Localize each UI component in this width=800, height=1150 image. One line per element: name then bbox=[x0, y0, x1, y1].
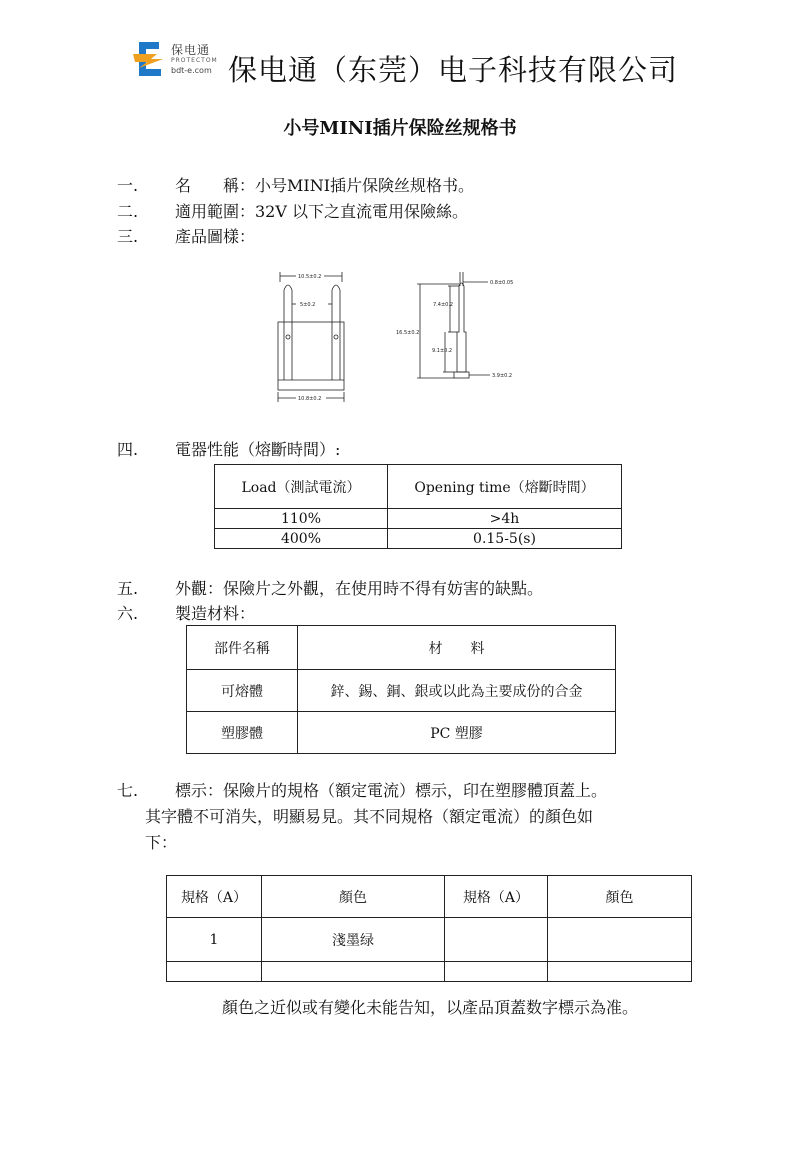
table-cell: 400% bbox=[215, 529, 388, 549]
table-header-row bbox=[167, 876, 692, 918]
color-spec-table bbox=[166, 875, 692, 982]
dim-label: 5±0.2 bbox=[300, 302, 316, 308]
table-cell: 110% bbox=[215, 509, 388, 529]
table-row bbox=[167, 918, 692, 962]
table-header-cell: 規格（A） bbox=[167, 876, 262, 918]
section-text: 製造材料： bbox=[175, 604, 256, 623]
color-note: 顏色之近似或有變化未能告知，以產品頂蓋数字標示為准。 bbox=[221, 998, 638, 1017]
section-marking-line3: 下： bbox=[145, 833, 178, 852]
section-drawing bbox=[117, 224, 255, 247]
table-row bbox=[167, 962, 692, 982]
section-number: 二. bbox=[117, 202, 139, 221]
table-row bbox=[215, 529, 622, 549]
table-header-cell: 部件名稱 bbox=[187, 626, 298, 670]
table-header-row bbox=[187, 626, 616, 670]
logo-english-text: PROTECTOM bbox=[171, 57, 218, 64]
dim-label: 7.4±0.2 bbox=[433, 302, 454, 308]
dim-label: 10.8±0.2 bbox=[298, 396, 322, 402]
company-logo-icon bbox=[133, 40, 169, 78]
section-number: 七. bbox=[117, 781, 139, 800]
section-number: 四. bbox=[117, 440, 139, 459]
table-header-cell: 顏色 bbox=[548, 876, 692, 918]
materials-table bbox=[186, 625, 616, 754]
section-text: 外觀：保險片之外觀，在使用時不得有妨害的缺點。 bbox=[175, 579, 544, 598]
side-view bbox=[396, 272, 513, 379]
section-text: 標示：保險片的規格（額定電流）標示，印在塑膠體頂蓋上。 bbox=[175, 781, 608, 800]
section-scope bbox=[117, 199, 468, 222]
front-view bbox=[278, 272, 344, 402]
table-header-cell: 顏色 bbox=[262, 876, 445, 918]
document-title: 小号MINI插片保险丝规格书 bbox=[283, 118, 517, 139]
section-marking-line2: 其字體不可消失，明顯易見。其不同規格（額定電流）的顏色如 bbox=[145, 807, 594, 826]
table-cell: 可熔體 bbox=[187, 670, 298, 712]
table-header-row bbox=[215, 465, 622, 509]
table-cell bbox=[548, 962, 692, 982]
table-header-cell: Opening time（熔斷時間） bbox=[388, 465, 622, 509]
table-row bbox=[215, 509, 622, 529]
company-name: 保电通（东莞）电子科技有限公司 bbox=[228, 53, 679, 87]
section-text: 產品圖樣： bbox=[175, 227, 256, 246]
table-cell: 1 bbox=[167, 918, 262, 962]
table-cell bbox=[548, 918, 692, 962]
table-row bbox=[187, 670, 616, 712]
logo-chinese-text: 保电通 bbox=[171, 43, 211, 57]
table-header-cell: 規格（A） bbox=[445, 876, 548, 918]
section-text: 電器性能（熔斷時間）: bbox=[175, 440, 341, 459]
table-header-cell: 材 料 bbox=[298, 626, 616, 670]
dim-label: 9.1±0.2 bbox=[432, 348, 453, 354]
dim-label: 10.5±0.2 bbox=[298, 274, 322, 280]
logo-website-text: bdt-e.com bbox=[171, 66, 212, 75]
performance-table bbox=[214, 464, 622, 549]
section-number: 三. bbox=[117, 227, 139, 246]
table-cell: >4h bbox=[388, 509, 622, 529]
table-cell bbox=[445, 918, 548, 962]
section-marking bbox=[117, 778, 607, 801]
section-number: 一. bbox=[117, 176, 139, 195]
section-text: 名 稱：小号MINI插片保険丝规格书。 bbox=[175, 176, 475, 195]
table-cell bbox=[167, 962, 262, 982]
table-cell: 0.15-5(s) bbox=[388, 529, 622, 549]
table-row bbox=[187, 712, 616, 754]
dim-label: 0.8±0.05 bbox=[490, 280, 514, 286]
table-cell: 鋅、錫、銅、銀或以此為主要成份的合金 bbox=[298, 670, 616, 712]
section-materials bbox=[117, 601, 255, 624]
product-drawing bbox=[260, 262, 560, 412]
dim-label: 16.5±0.2 bbox=[396, 330, 420, 336]
section-number: 五. bbox=[117, 579, 139, 598]
table-cell: 塑膠體 bbox=[187, 712, 298, 754]
section-performance bbox=[117, 437, 340, 460]
table-header-cell: Load（測試電流） bbox=[215, 465, 388, 509]
table-cell bbox=[445, 962, 548, 982]
dim-label: 3.9±0.2 bbox=[492, 373, 513, 379]
section-appearance bbox=[117, 576, 543, 599]
section-number: 六. bbox=[117, 604, 139, 623]
table-cell bbox=[262, 962, 445, 982]
table-cell: PC 塑膠 bbox=[298, 712, 616, 754]
section-name bbox=[117, 173, 474, 196]
section-text: 適用範圍：32V 以下之直流電用保險絲。 bbox=[175, 202, 469, 221]
table-cell: 淺墨绿 bbox=[262, 918, 445, 962]
